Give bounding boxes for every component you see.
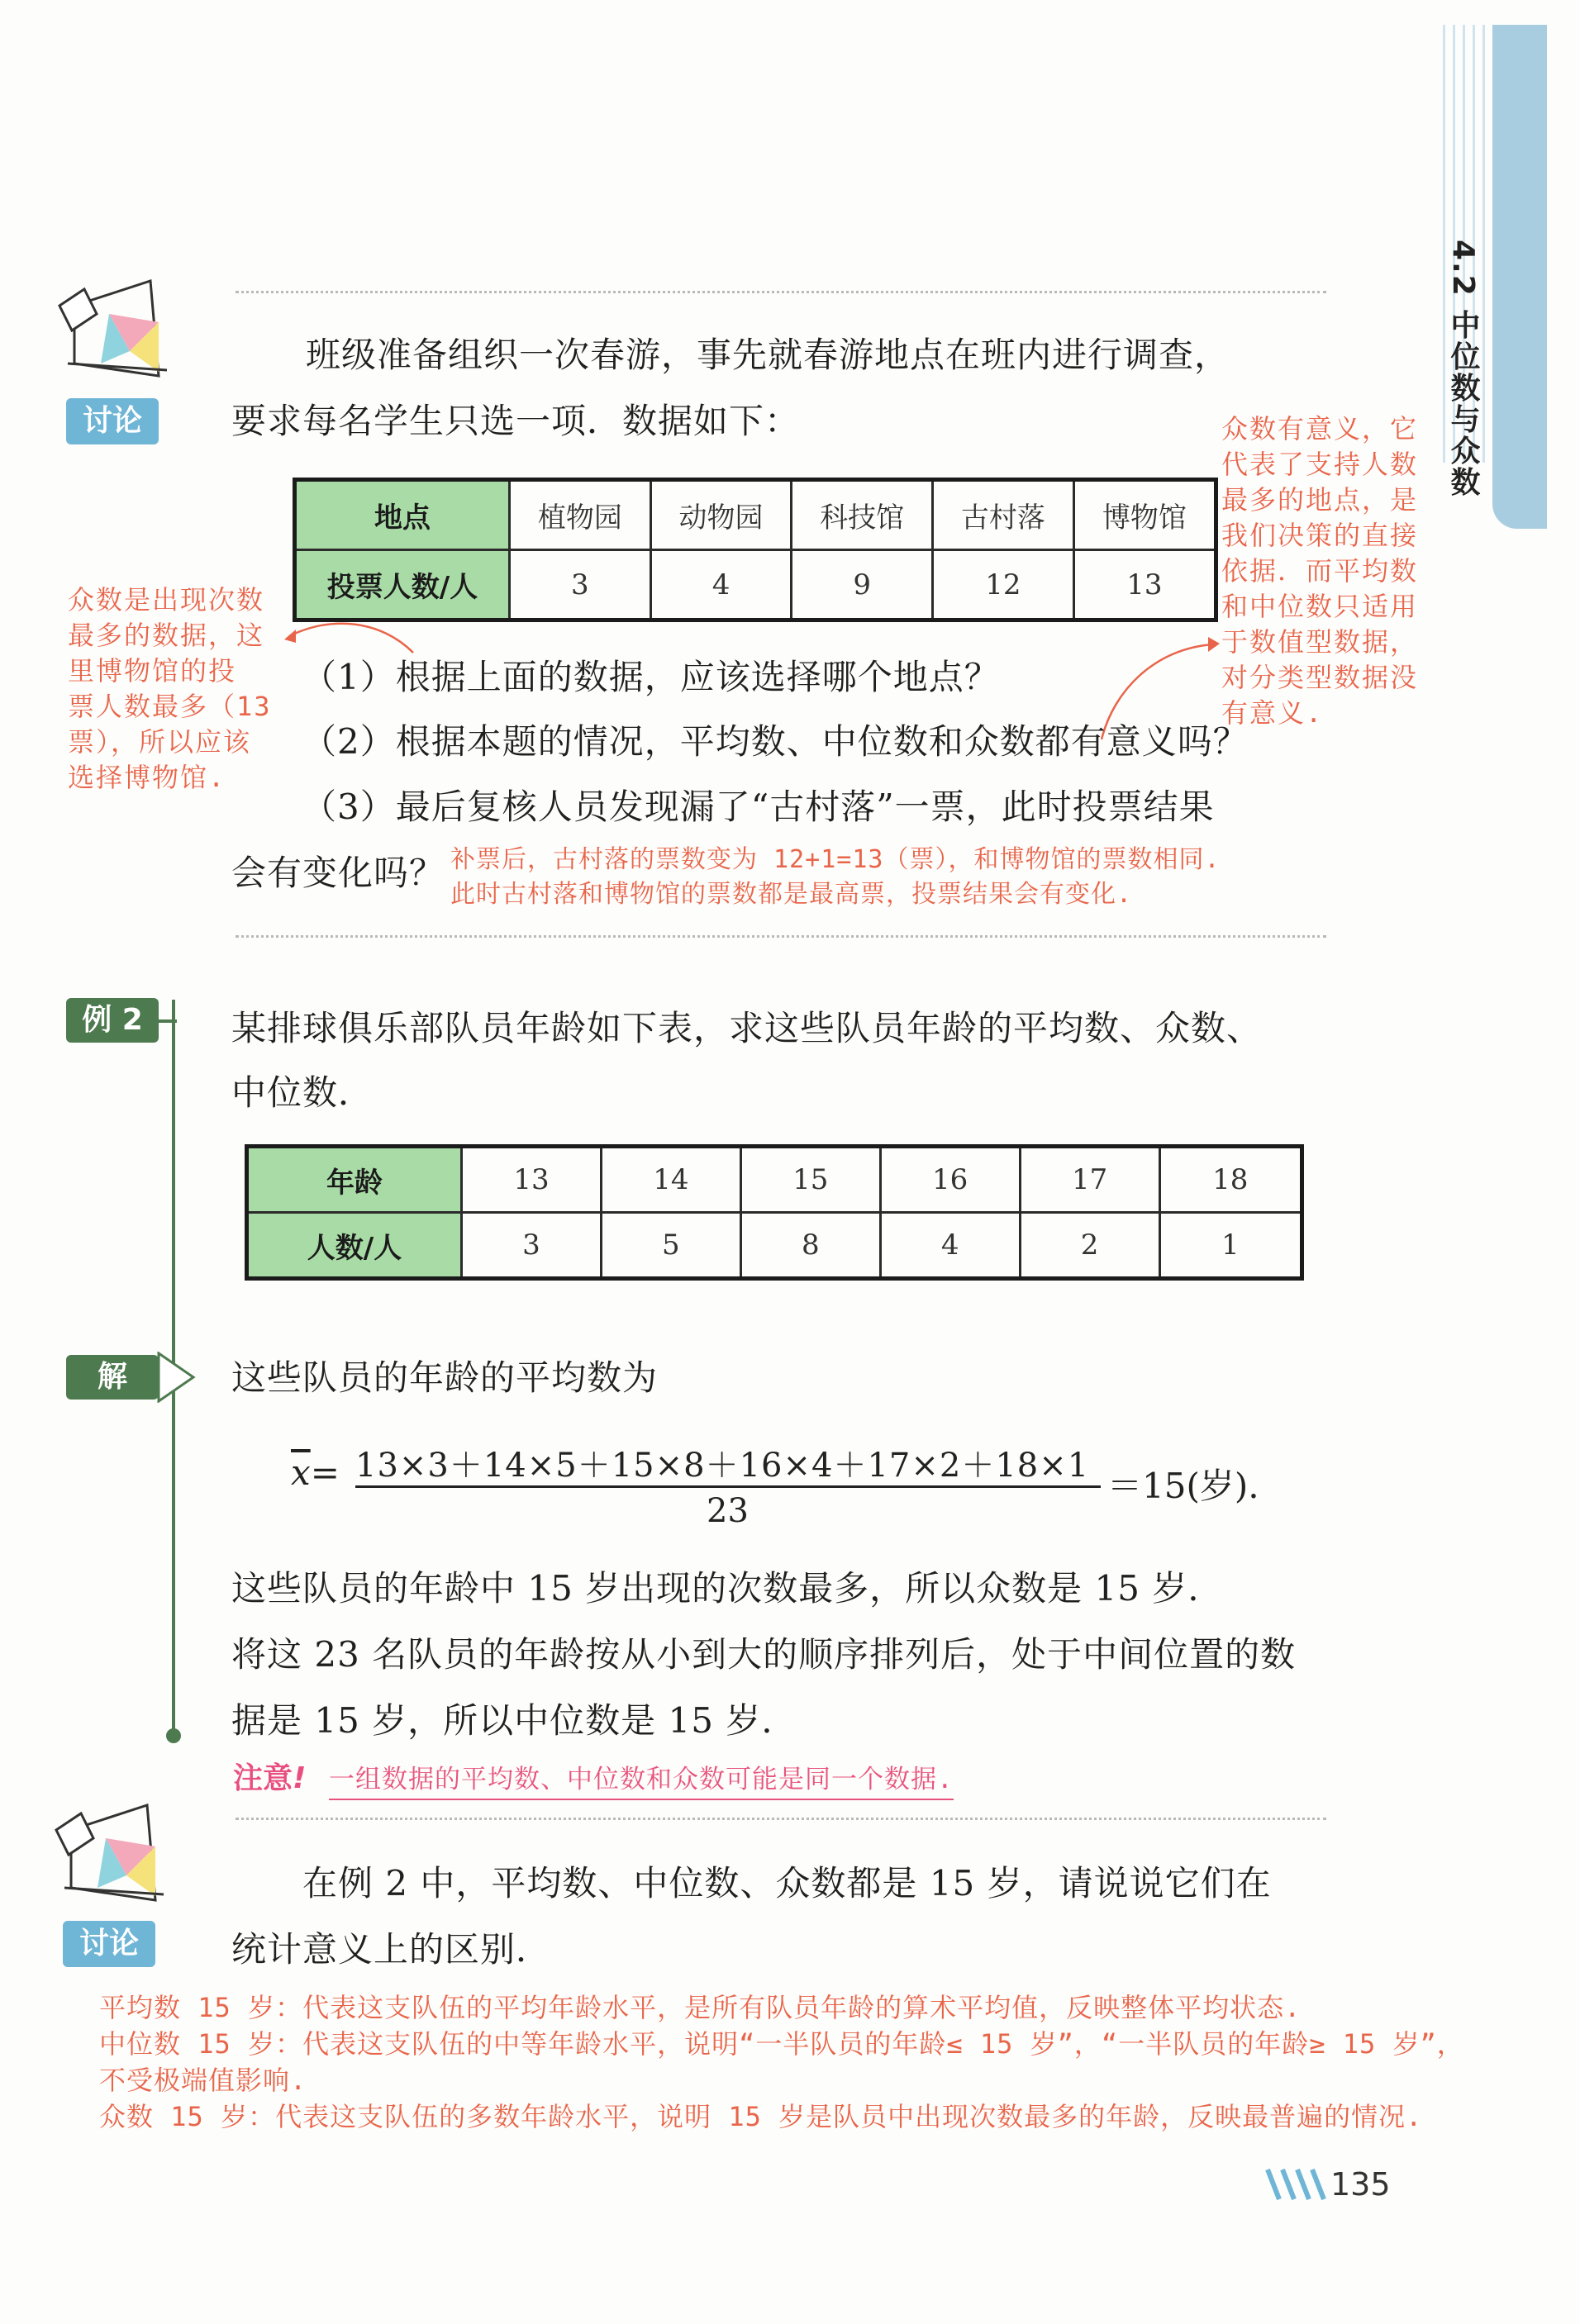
age-table-age: 14 [601, 1147, 740, 1213]
age-table-age: 16 [880, 1147, 1020, 1213]
section-label: 4.2 中位数与众数 [1446, 240, 1480, 498]
age-table-count: 8 [740, 1213, 880, 1279]
vote-table-head-votes: 投票人数/人 [295, 550, 510, 620]
example-text-line1: 某排球俱乐部队员年龄如下表，求这些队员年龄的平均数、众数、 [231, 1008, 1263, 1048]
age-table-head-age: 年龄 [247, 1147, 462, 1213]
question-3a: （3）最后复核人员发现漏了“古村落”一票，此时投票结果 [302, 787, 1215, 827]
solution-badge: 解 [66, 1355, 159, 1400]
discussion-text-line1: 班级准备组织一次春游，事先就春游地点在班内进行调查， [306, 335, 1230, 375]
page-number: 135 [1330, 2166, 1391, 2203]
attention-note: 一组数据的平均数、中位数和众数可能是同一个数据. [329, 1758, 954, 1800]
right-annotation: 众数有意义，它 代表了支持人数 最多的地点，是 我们决策的直接 依据．而平均数 和中位数只适用 于数值型数据， 对分类型数据没 有意义. [1221, 413, 1419, 729]
question-1: （1）根据上面的数据，应该选择哪个地点？ [302, 657, 1000, 697]
vote-table-vote: 4 [650, 550, 792, 620]
formula-denominator: 23 [707, 1492, 749, 1530]
vote-table-place: 植物园 [510, 480, 651, 550]
age-table-age: 18 [1159, 1147, 1302, 1213]
age-table-count: 1 [1159, 1213, 1302, 1279]
question-2: （2）根据本题的情况，平均数、中位数和众数都有意义吗？ [302, 721, 1249, 762]
vote-table [293, 478, 1218, 622]
vote-table-vote: 12 [933, 550, 1074, 620]
formula-fraction-bar [355, 1485, 1101, 1488]
solution-intro: 这些队员的年龄的平均数为 [231, 1357, 659, 1398]
section-tab [1492, 25, 1547, 529]
age-table-count: 3 [462, 1213, 602, 1279]
age-table-age: 13 [462, 1147, 602, 1213]
example-badge: 例 2 [66, 998, 159, 1043]
q3-answer: 补票后，古村落的票数变为 12+1=13（票），和博物馆的票数相同. 此时古村落和博物馆的票数都是最高票，投票结果会有变化. [450, 845, 1221, 909]
divider [236, 291, 1326, 293]
age-table [245, 1144, 1304, 1281]
vote-table-place: 博物馆 [1073, 480, 1216, 550]
age-table-count: 5 [601, 1213, 740, 1279]
solution-median-line2: 据是 15 岁，所以中位数是 15 岁. [231, 1700, 773, 1741]
vote-table-place: 动物园 [650, 480, 792, 550]
left-annotation: 众数是出现次数 最多的数据，这 里博物馆的投 票人数最多（13 票），所以应该 选择博物馆. [68, 584, 272, 793]
age-table-count: 4 [880, 1213, 1020, 1279]
age-table-age: 15 [740, 1147, 880, 1213]
discussion-text-line2: 要求每名学生只选一项．数据如下： [231, 401, 801, 441]
formula-numerator: 13×3＋14×5＋15×8＋16×4＋17×2＋18×1 [355, 1447, 1090, 1485]
vote-table-place: 古村落 [933, 480, 1074, 550]
example-rule-tick [159, 1019, 177, 1023]
solution-badge-arrow [157, 1352, 198, 1403]
example-text-line2: 中位数． [231, 1072, 374, 1113]
divider [236, 935, 1326, 938]
solution-mode: 这些队员的年龄中 15 岁出现的次数最多，所以众数是 15 岁. [231, 1568, 1200, 1609]
vote-table-head-place: 地点 [295, 480, 510, 550]
solution-median-line1: 将这 23 名队员的年龄按从小到大的顺序排列后，处于中间位置的数 [231, 1634, 1297, 1675]
page-number-stripes [1263, 2166, 1329, 2203]
age-table-count: 2 [1020, 1213, 1159, 1279]
vote-table-vote: 13 [1073, 550, 1216, 620]
discussion2-answers: 平均数 15 岁：代表这支队伍的平均年龄水平，是所有队员年龄的算术平均值，反映整体平均状态. 中位数 15 岁：代表这支队伍的中等年龄水平，说明“一半队员的年龄≤ 15 岁”，“一半队员的年龄≥ 15 岁”， 不受极端值影响. 众数 15 岁：代表这支队伍的多数年龄水平，说明 15 岁是队员中出现次数最多的年龄，反映最普遍的情况. [99, 1992, 1464, 2132]
age-table-head-count: 人数/人 [247, 1213, 462, 1279]
discussion2-text-line2: 统计意义上的区别． [231, 1929, 552, 1970]
question-3b: 会有变化吗？ [231, 853, 445, 893]
vote-table-vote: 9 [792, 550, 933, 620]
attention-label: 注意! [233, 1761, 307, 1795]
vote-table-vote: 3 [510, 550, 651, 620]
discussion-badge: 讨论 [63, 1921, 155, 1967]
formula-mean-symbol: $\overline{x}=$ [291, 1452, 340, 1493]
tangram-icon [48, 1797, 180, 1904]
divider [236, 1818, 1326, 1820]
discussion-badge: 讨论 [66, 398, 159, 444]
age-table-age: 17 [1020, 1147, 1159, 1213]
example-rule-dot [166, 1728, 181, 1743]
vote-table-place: 科技馆 [792, 480, 933, 550]
tangram-icon [51, 273, 183, 380]
formula-result: ＝15(岁). [1107, 1466, 1259, 1506]
discussion2-text-line1: 在例 2 中，平均数、中位数、众数都是 15 岁，请说说它们在 [302, 1863, 1272, 1903]
